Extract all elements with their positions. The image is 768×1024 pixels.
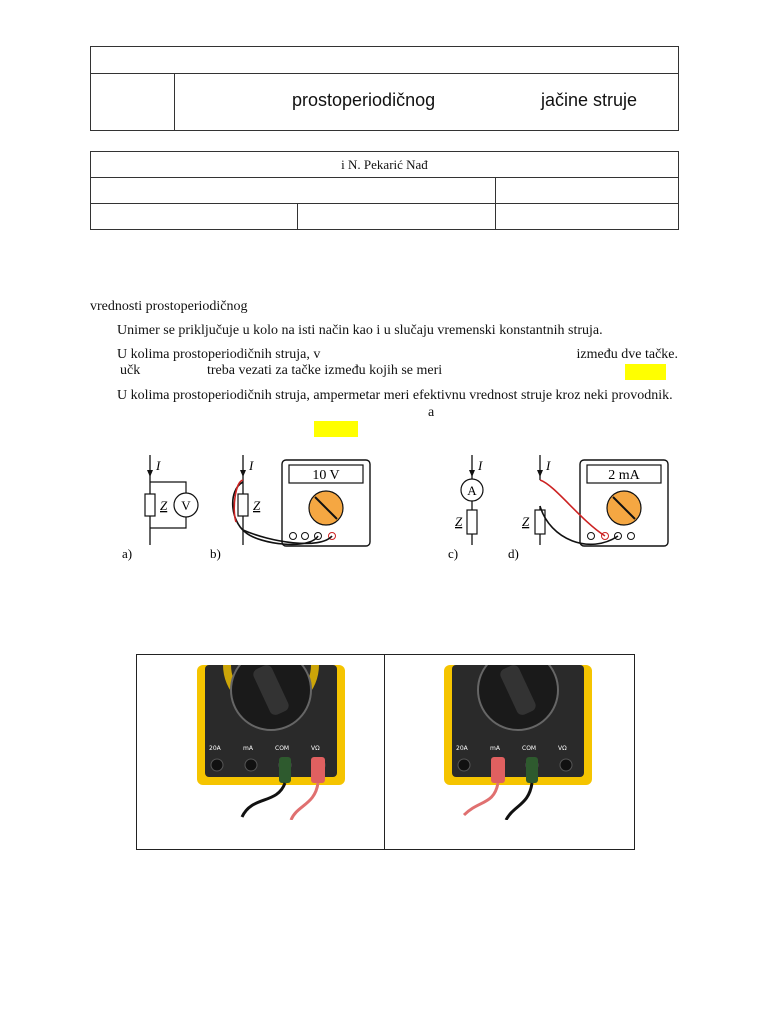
paragraph-3-line2: a <box>428 405 435 420</box>
terminal-label: VΩ <box>558 745 567 752</box>
info-cell <box>496 204 679 230</box>
terminal-label: mA <box>243 745 253 752</box>
paragraph-2-line2a: učk <box>120 363 141 378</box>
photo-table <box>136 654 635 850</box>
circuit-figure <box>110 450 670 570</box>
terminal-label: COM <box>522 745 537 752</box>
schematic-b <box>233 455 370 546</box>
photo-voltmeter-connection <box>197 665 345 820</box>
header-table <box>90 46 679 131</box>
title-word1: prostoperiodičnog <box>292 90 436 110</box>
paragraph-2-line2b: treba vezati za tačke između kojih se meri <box>207 363 443 378</box>
header-logo-cell <box>91 74 175 131</box>
figure-label-d: d) <box>508 546 519 561</box>
current-symbol: I <box>546 458 551 473</box>
display-b-text: 10 V <box>312 468 340 483</box>
terminal-label: VΩ <box>311 745 320 752</box>
paragraph-1: Unimer se priključuje u kolo na isti način kao i u slučaju vremenski konstantnih struja. <box>117 323 603 338</box>
current-symbol: I <box>249 458 254 473</box>
ammeter-symbol: A <box>467 483 477 498</box>
authors-cell <box>91 152 679 178</box>
figure-label-b: b) <box>210 546 221 561</box>
paragraph-3: U kolima prostoperiodičnih struja, ampermetar meri efektivnu vrednost struje kroz neki provodnik. <box>117 388 673 403</box>
photo-divider <box>384 655 385 849</box>
authors: i N. Pekarić Nađ <box>341 156 428 172</box>
current-symbol: I <box>156 458 161 473</box>
current-symbol: I <box>478 458 483 473</box>
red-probe-plug <box>491 757 505 783</box>
black-probe-plug <box>526 757 538 783</box>
black-probe-plug <box>279 757 291 783</box>
figure-label-a: a) <box>122 546 133 561</box>
impedance-symbol: Z <box>160 498 168 513</box>
section-heading: vrednosti prostoperiodičnog <box>90 299 248 314</box>
highlight-mark <box>625 364 666 380</box>
paragraph-2-end: između dve tačke. <box>576 347 678 362</box>
display-d-text: 2 mA <box>608 468 640 483</box>
info-table <box>90 151 679 230</box>
impedance-symbol: Z <box>522 514 530 529</box>
info-cell <box>91 178 496 204</box>
header-top-cell <box>91 47 679 74</box>
impedance-symbol: Z <box>455 514 463 529</box>
terminal-label: 20A <box>209 745 221 752</box>
figure-label-c: c) <box>448 546 459 561</box>
title-word2: jačine struje <box>541 90 638 110</box>
terminal-label: COM <box>275 745 290 752</box>
schematic-a <box>145 455 198 545</box>
paragraph-2-start: U kolima prostoperiodičnih struja, v <box>117 347 321 362</box>
info-cell <box>298 204 496 230</box>
highlight-mark <box>314 421 358 437</box>
info-cell <box>91 204 298 230</box>
schematic-c <box>455 455 483 545</box>
info-cell <box>496 178 679 204</box>
terminal-label: mA <box>490 745 500 752</box>
schematic-d <box>522 455 668 546</box>
voltmeter-symbol: V <box>181 498 191 513</box>
impedance-symbol: Z <box>253 498 261 513</box>
red-probe-plug <box>311 757 325 783</box>
header-title-cell <box>175 74 679 131</box>
photo-ammeter-connection <box>444 665 592 820</box>
terminal-label: 20A <box>456 745 468 752</box>
